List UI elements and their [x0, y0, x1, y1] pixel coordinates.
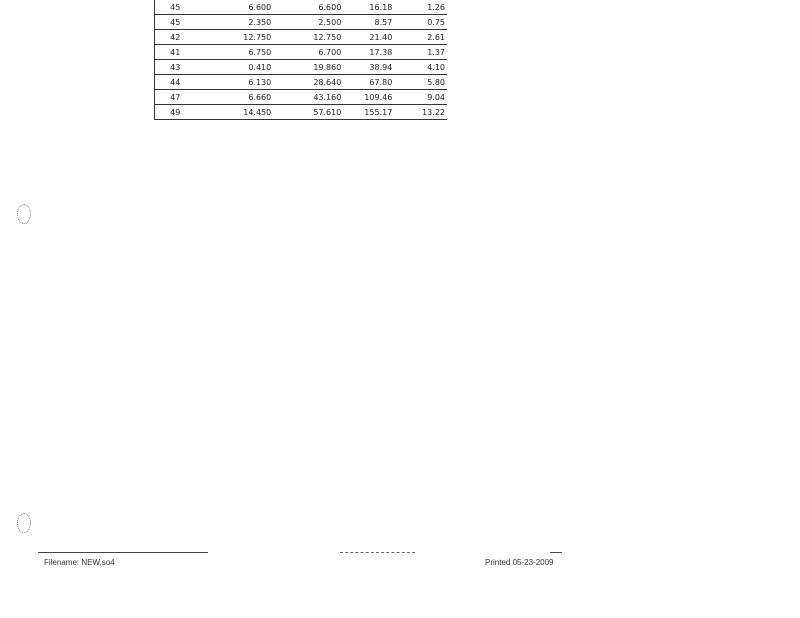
table-cell: 28.640	[273, 75, 343, 90]
table-cell: 41	[155, 45, 196, 60]
table-cell: 1.26	[394, 0, 447, 15]
table-cell: 49	[155, 105, 196, 120]
table-cell: 0.410	[196, 60, 274, 75]
table-cell: 2.61	[394, 30, 447, 45]
table-row	[155, 45, 447, 60]
table-cell: 13.22	[394, 105, 447, 120]
table-cell: 43.160	[273, 90, 343, 105]
table-cell: 155.17	[343, 105, 394, 120]
table-row	[155, 75, 447, 90]
table-cell: 38.94	[343, 60, 394, 75]
table-cell: 9.04	[394, 90, 447, 105]
data-table	[154, 0, 447, 120]
table-row	[155, 30, 447, 45]
footer-rule	[38, 552, 208, 553]
table-cell: 16.18	[343, 0, 394, 15]
table-cell: 21.40	[343, 30, 394, 45]
footer-printed-date: Printed 05-23-2009	[485, 558, 554, 567]
table-cell: 42	[155, 30, 196, 45]
table-cell: 43	[155, 60, 196, 75]
table-cell: 19.860	[273, 60, 343, 75]
table-cell: 45	[155, 15, 196, 30]
table-cell: 1.37	[394, 45, 447, 60]
table-cell: 44	[155, 75, 196, 90]
footer-filename: Filename: NEW.so4	[44, 558, 115, 567]
table-cell: 6.660	[196, 90, 274, 105]
table-cell: 6.750	[196, 45, 274, 60]
table-cell: 109.46	[343, 90, 394, 105]
table-cell: 47	[155, 90, 196, 105]
footer-rule	[550, 552, 562, 553]
table-cell: 0.75	[394, 15, 447, 30]
table-cell: 6.130	[196, 75, 274, 90]
footer-rule	[340, 552, 415, 553]
table-cell: 45	[155, 0, 196, 15]
table-body	[155, 0, 447, 120]
table-cell: 6.600	[196, 0, 274, 15]
table-cell: 5.80	[394, 75, 447, 90]
punch-hole-mark	[17, 204, 31, 224]
table-cell: 2.350	[196, 15, 274, 30]
table-cell: 12.750	[196, 30, 274, 45]
table-row	[155, 105, 447, 120]
punch-hole-mark	[17, 513, 31, 533]
table-cell: 57.610	[273, 105, 343, 120]
table-cell: 14.450	[196, 105, 274, 120]
table-cell: 17.38	[343, 45, 394, 60]
table-cell: 8.57	[343, 15, 394, 30]
table-row	[155, 15, 447, 30]
table-cell: 6.600	[273, 0, 343, 15]
table-cell: 4.10	[394, 60, 447, 75]
table-row	[155, 60, 447, 75]
table-row	[155, 90, 447, 105]
table-cell: 2.500	[273, 15, 343, 30]
table-cell: 6.700	[273, 45, 343, 60]
table-row	[155, 0, 447, 15]
table-cell: 67.80	[343, 75, 394, 90]
table-cell: 12.750	[273, 30, 343, 45]
